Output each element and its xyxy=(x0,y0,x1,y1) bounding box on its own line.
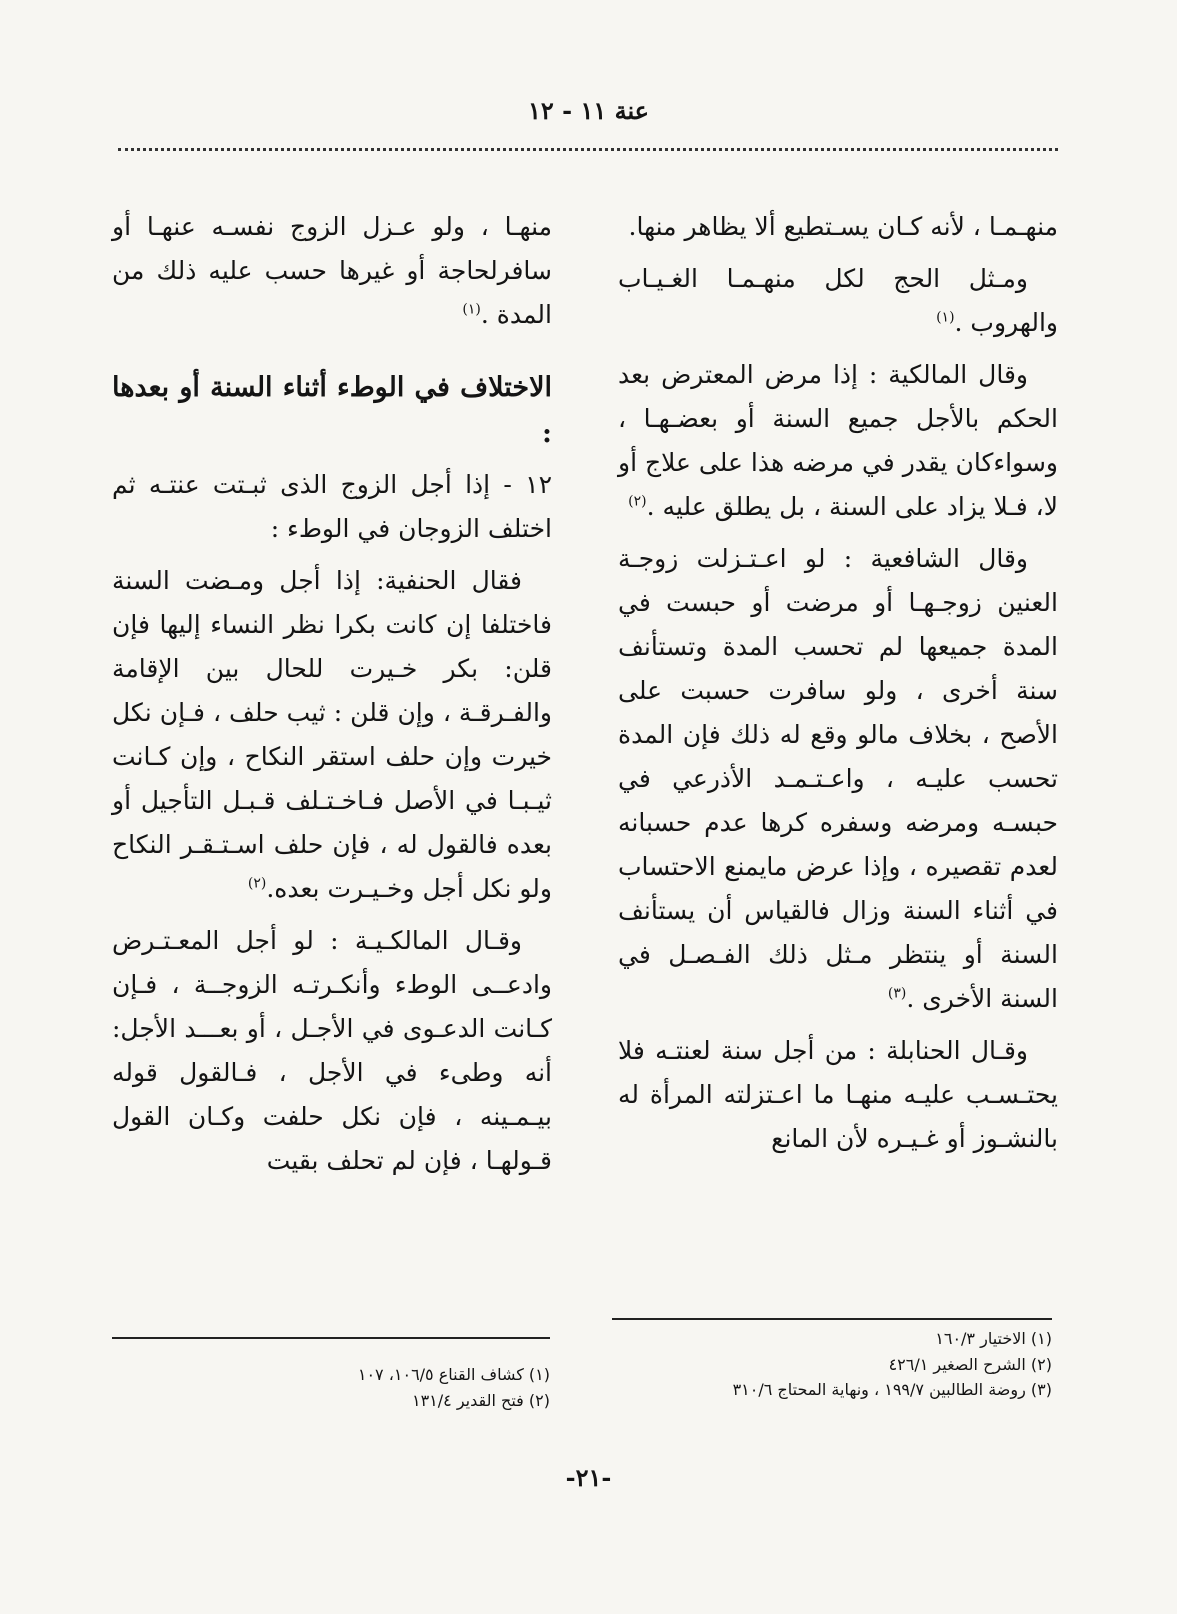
footnote-rule-left xyxy=(112,1337,550,1339)
left-paragraph-4: وقـال المالكـيـة : لو أجل المعـتـرض وادعــى الوطء وأنكـرتـه الزوجــة ، فـإن كـانت الدعـوى في الأجـل ، أو بعـــد الأجل: أنه وطىء في الأجل ، فـالقول قوله بيـمـينه ، فإن نكل حلفت وكـان القول قـولهـا ، فإن لم تحلف بقيت xyxy=(112,925,552,1175)
footnote-ref: (٣) xyxy=(887,985,907,1002)
right-column xyxy=(618,205,1058,1169)
footnote-ref: (١) xyxy=(936,309,955,326)
footnote-ref: (١) xyxy=(462,301,481,318)
footnote-item: (٢) الشرح الصغير ٤٢٦/١ xyxy=(888,1354,1052,1374)
footnote-item: (١) الاختيار ١٦٠/٣ xyxy=(935,1329,1052,1348)
left-paragraph-1: منهـا ، ولو عـزل الزوج نفسـه عنهـا أو سافرلحاجة أو غيرها حسب عليه ذلك من المدة .$^{(١)}$ xyxy=(112,212,552,329)
footnote-ref: (٢) xyxy=(628,493,647,510)
right-paragraph-1: منهـمـا ، لأنه كـان يسـتطيع ألا يظاهر منها. xyxy=(628,212,1058,241)
footnote-item: (٢) فتح القدير ١٣١/٤ xyxy=(411,1390,550,1410)
footnote-item: (١) كشاف القناع ١٠٦/٥، ١٠٧ xyxy=(357,1365,550,1384)
left-paragraph-2: ١٢ - إذا أجل الزوج الذى ثبـتت عنتـه ثم اختلف الزوجان في الوطء : xyxy=(112,469,552,543)
left-column xyxy=(112,205,552,1191)
footnote-item: (٣) روضة الطالبين ١٩٩/٧ ، ونهاية المحتاج ٣١٠/٦ xyxy=(732,1380,1052,1400)
page-number: -٢١- xyxy=(565,1463,612,1492)
right-paragraph-2: ومـثل الحج لكل منهـمـا الغـيـاب والهروب .$^{(١)}$ xyxy=(618,264,1058,337)
page-header: عنة ١١ - ١٢ xyxy=(527,96,650,125)
footnote-ref: (٢) xyxy=(247,875,267,892)
footnote-rule-right xyxy=(612,1318,1052,1320)
right-paragraph-3: وقال المالكية : إذا مرض المعترض بعد الحكم بالأجل جميع السنة أو بعضـهـا ، وسواءكان يقدر في مرضه هذا على علاج أو لا، فـلا يزاد على السنة ، بل يطلق عليه .$^{(٢)}$ xyxy=(618,360,1058,521)
right-paragraph-5: وقـال الحنابلة : من أجل سنة لعنتـه فلا يحتـسـب عليـه منهـا ما اعـتزلته المرأة له بالنشـوز أو غـيـره لأن المانع xyxy=(618,1036,1058,1153)
footnotes-left xyxy=(112,1362,550,1413)
right-paragraph-4: وقال الشافعية : لو اعـتـزلت زوجـة العنين زوجـهـا أو مرضت أو حبست في المدة جميعها لم تحسب المدة وتستأنف سنة أخرى ، ولو سافرت حسبت على الأصح ، بخلاف مالو وقع له ذلك فإن المدة تحسب عليـه ، واعـتـمـد الأذرعي في حبسـه ومرضه وسفره كرها عدم حسبانه لعدم تقصيره ، وإذا عرض مايمنع الاحتساب في أثناء السنة وزال فالقياس أن يستأنف السنة أو ينتظر مـثل ذلك الفـصـل في السنة الأخرى .$^{(٣)}$ xyxy=(618,544,1058,1013)
section-heading: الاختلاف في الوطء أثناء السنة أو بعدها : xyxy=(112,372,552,449)
left-paragraph-3: فقال الحنفية: إذا أجل ومـضت السنة فاختلفا إن كانت بكرا نظر النساء إليها فإن قلن: بكر خـيرت للحال بين الإقامة والفـرقـة ، وإن قلن : ثيب حلف ، فـإن نكل خيرت وإن حلف استقر النكاح ، وإن كـانت ثيـبـا في الأصل فـاخـتـلف قـبـل التأجيل أو بعده فالقول له ، فإن حلف اسـتـقـر النكاح ولو نكل أجل وخـيـرت بعده.$^{(٢)}$ xyxy=(112,565,552,903)
footnotes-right xyxy=(612,1326,1052,1403)
header-dotted-rule xyxy=(118,148,1058,151)
